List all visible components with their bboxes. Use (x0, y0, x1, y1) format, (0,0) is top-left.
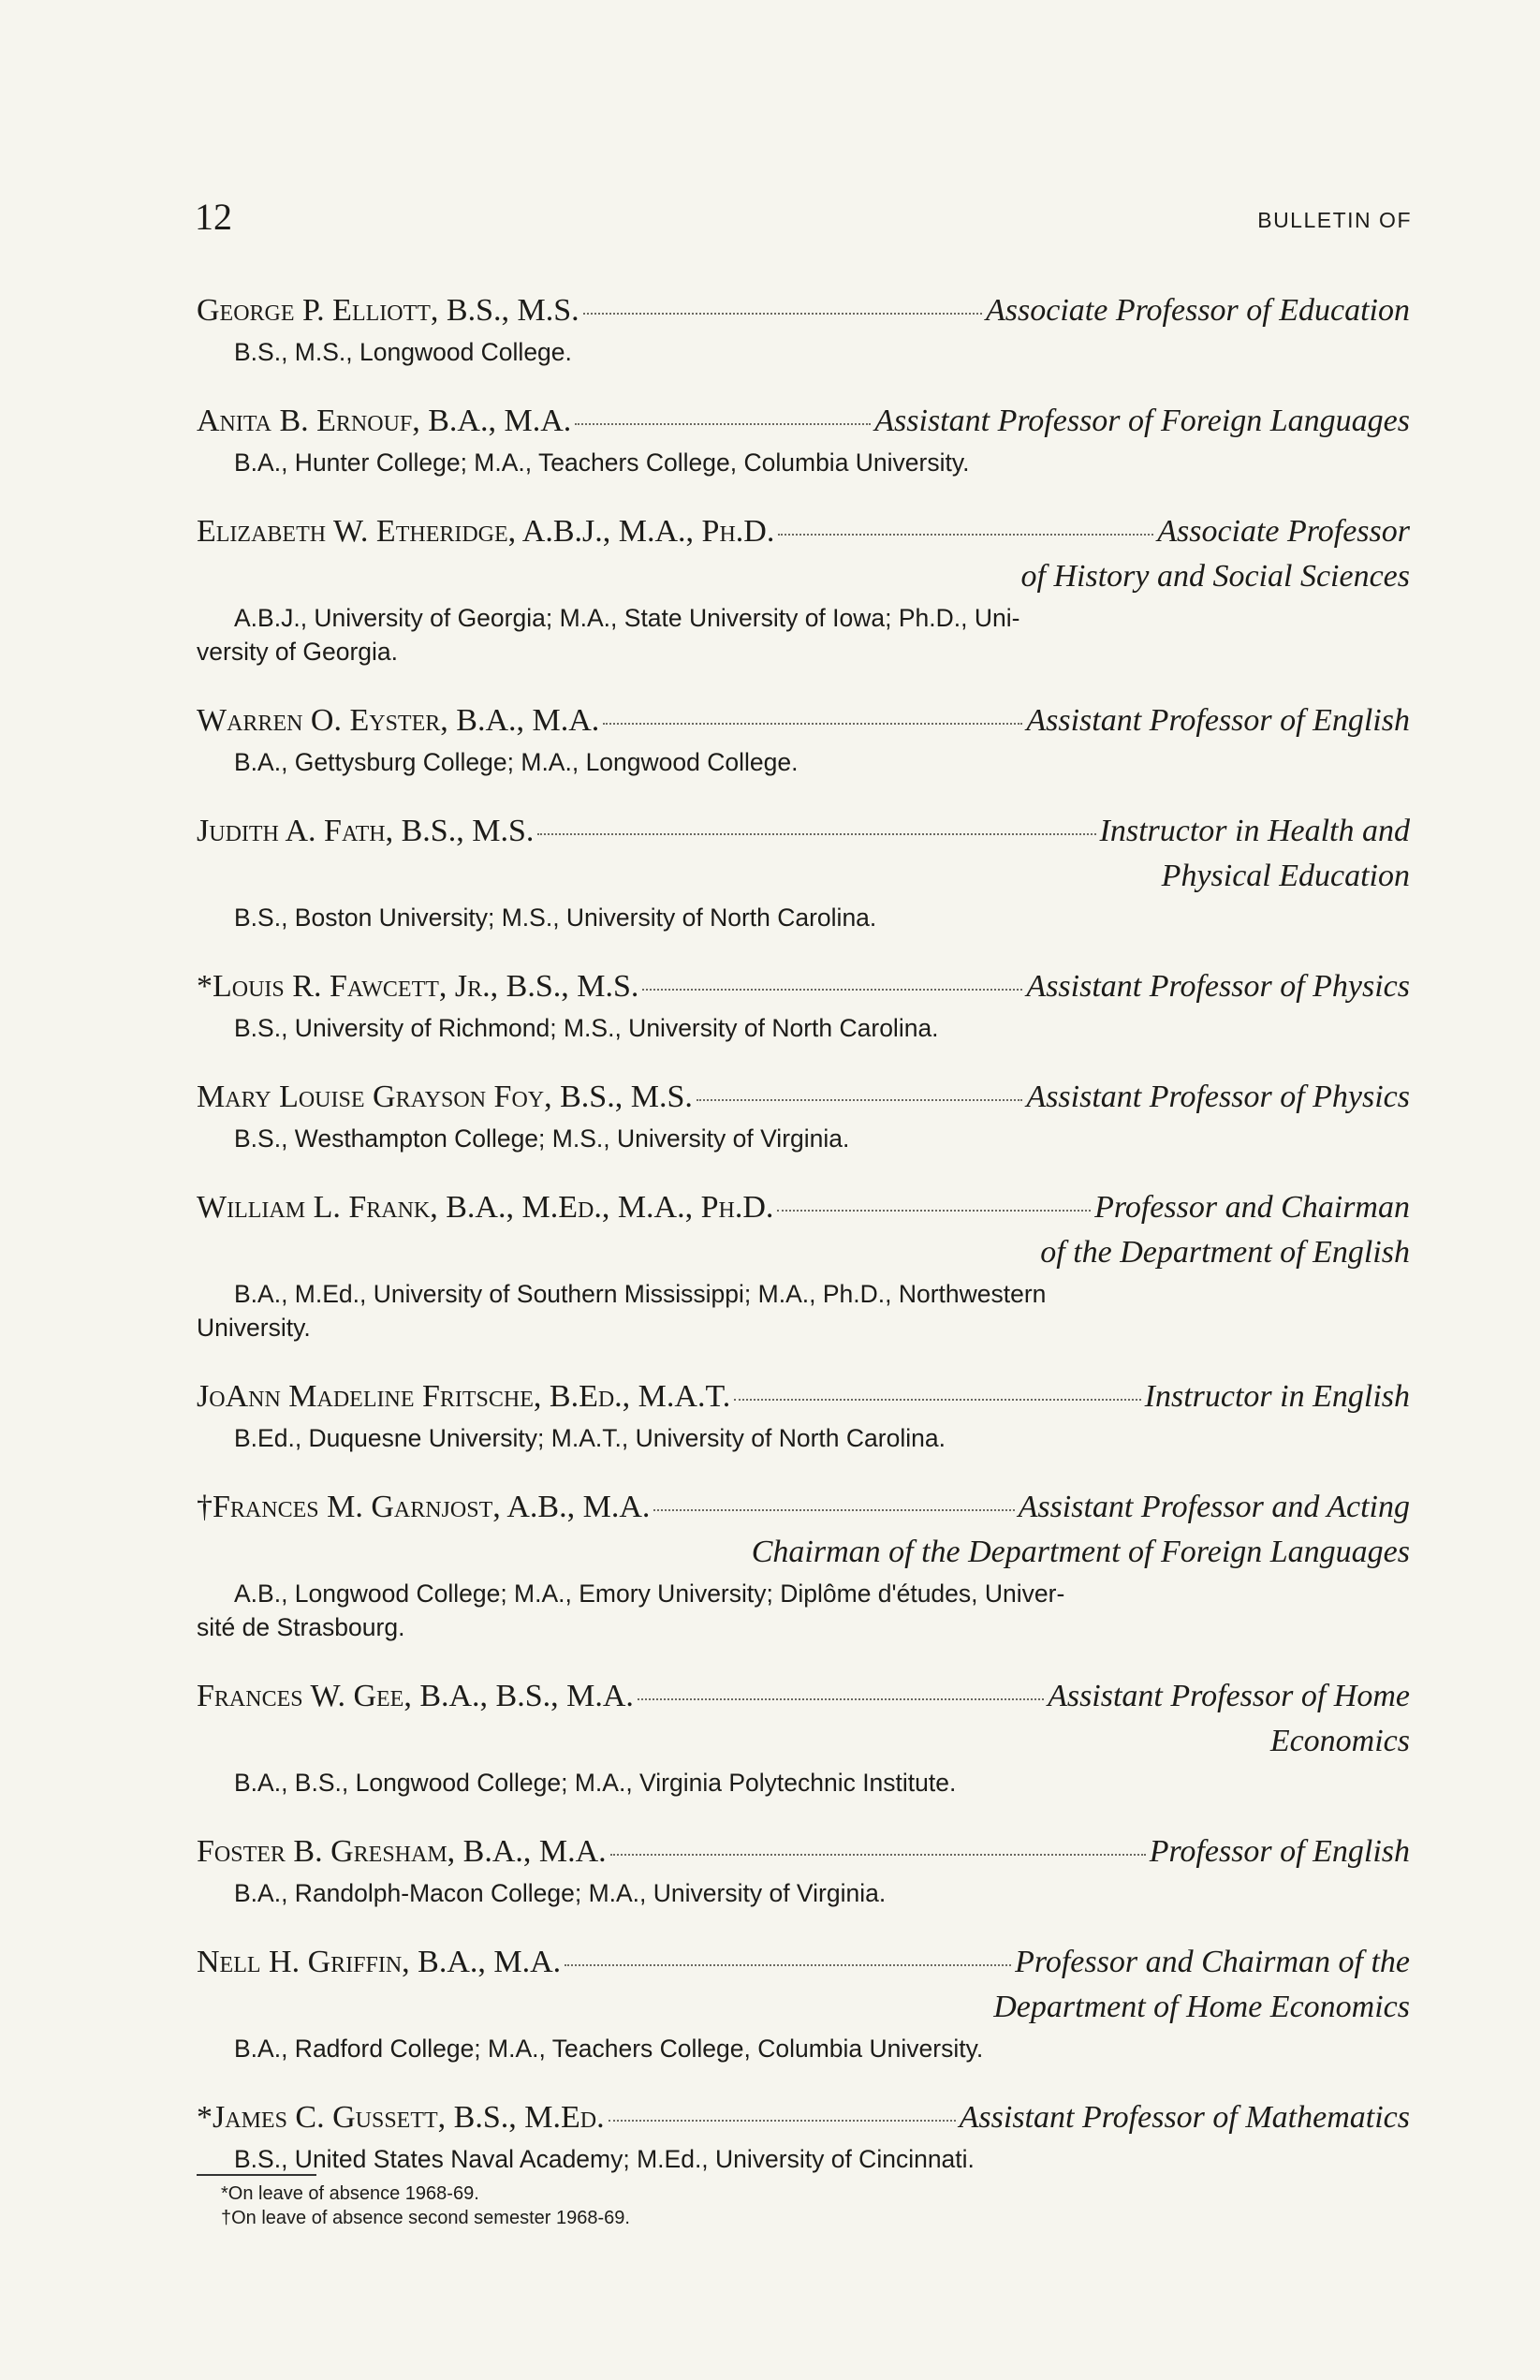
faculty-title-continued: of History and Social Sciences (1020, 559, 1410, 594)
degrees-line: B.S., Westhampton College; M.S., University of Virginia. (234, 1124, 850, 1153)
faculty-degrees (197, 601, 1410, 668)
faculty-title-continued: Chairman of the Department of Foreign Languages (751, 1535, 1410, 1569)
dot-leader (583, 313, 982, 315)
faculty-entry (197, 964, 1410, 1045)
faculty-degrees (197, 1421, 1410, 1455)
faculty-title: Assistant Professor of English (1026, 703, 1410, 738)
degrees-line: B.A., Gettysburg College; M.A., Longwood College. (234, 748, 799, 776)
faculty-entry (197, 1185, 1410, 1344)
faculty-name: Foster B. Gresham, B.A., M.A. (197, 1834, 607, 1869)
faculty-entry (197, 1485, 1410, 1644)
faculty-title: Professor of English (1149, 1834, 1410, 1869)
faculty-title-continued: Physical Education (1161, 859, 1410, 893)
degrees-line-continued: University. (197, 1314, 311, 1342)
entry-heading (197, 399, 1410, 444)
dot-leader (777, 1210, 1091, 1212)
faculty-entry (197, 1374, 1410, 1455)
entry-heading (197, 1374, 1410, 1419)
faculty-title: Instructor in Health and (1099, 814, 1410, 848)
entry-heading (197, 509, 1410, 554)
faculty-entry (197, 1940, 1410, 2065)
faculty-entry (197, 1674, 1410, 1800)
faculty-name: Warren O. Eyster, B.A., M.A. (197, 703, 600, 738)
faculty-entry (197, 1829, 1410, 1910)
entry-heading (197, 1674, 1410, 1719)
entry-heading (197, 809, 1410, 854)
faculty-degrees (197, 1876, 1410, 1910)
faculty-name: †Frances M. Garnjost, A.B., M.A. (197, 1490, 651, 1524)
faculty-name: Frances W. Gee, B.A., B.S., M.A. (197, 1679, 634, 1713)
page-number: 12 (195, 196, 232, 238)
entry-heading (197, 1485, 1410, 1530)
faculty-title: Associate Professor of Education (986, 293, 1410, 328)
entry-heading (197, 1075, 1410, 1120)
faculty-entry (197, 809, 1410, 934)
faculty-degrees (197, 2142, 1410, 2176)
degrees-line: B.S., United States Naval Academy; M.Ed., University of Cincinnati. (234, 2145, 975, 2173)
faculty-entry (197, 288, 1410, 369)
dot-leader (609, 2120, 956, 2122)
degrees-line: B.S., Boston University; M.S., University of North Carolina. (234, 904, 877, 932)
faculty-name: Mary Louise Grayson Foy, B.S., M.S. (197, 1080, 693, 1114)
faculty-degrees (197, 1122, 1410, 1155)
faculty-entry (197, 509, 1410, 668)
faculty-title-continued: of the Department of English (1040, 1235, 1410, 1270)
dot-leader (575, 423, 871, 425)
faculty-name: William L. Frank, B.A., M.Ed., M.A., Ph.D. (197, 1190, 774, 1225)
faculty-degrees (197, 1011, 1410, 1045)
faculty-degrees (197, 901, 1410, 934)
footnotes (221, 2182, 630, 2230)
entry-heading (197, 1185, 1410, 1230)
entry-heading (197, 288, 1410, 333)
running-head: BULLETIN OF (1257, 208, 1412, 232)
degrees-line-continued: versity of Georgia. (197, 638, 399, 666)
dot-leader (537, 833, 1095, 835)
faculty-name: Nell H. Griffin, B.A., M.A. (197, 1945, 562, 1979)
dot-leader (653, 1509, 1014, 1511)
faculty-degrees (197, 446, 1410, 479)
faculty-degrees (197, 1277, 1410, 1344)
dot-leader (565, 1964, 1011, 1966)
entry-heading (197, 1940, 1410, 1985)
faculty-title: Professor and Chairman of the (1015, 1945, 1410, 1979)
faculty-entry (197, 2095, 1410, 2176)
faculty-name: Anita B. Ernouf, B.A., M.A. (197, 404, 572, 438)
degrees-line: B.S., M.S., Longwood College. (234, 338, 572, 366)
degrees-line: B.A., B.S., Longwood College; M.A., Virginia Polytechnic Institute. (234, 1769, 957, 1797)
degrees-line: A.B., Longwood College; M.A., Emory University; Diplôme d'études, Univer- (234, 1579, 1065, 1608)
entry-heading (197, 964, 1410, 1009)
entry-heading (197, 2095, 1410, 2140)
faculty-name: JoAnn Madeline Fritsche, B.Ed., M.A.T. (197, 1379, 731, 1414)
dot-leader (610, 1854, 1146, 1856)
entry-heading (197, 1829, 1410, 1874)
faculty-name: *Louis R. Fawcett, Jr., B.S., M.S. (197, 969, 639, 1004)
faculty-title: Assistant Professor of Mathematics (959, 2100, 1410, 2135)
faculty-degrees (197, 2032, 1410, 2065)
faculty-title: Instructor in English (1144, 1379, 1410, 1414)
footnote-rule (197, 2174, 316, 2176)
faculty-title: Associate Professor (1157, 514, 1410, 549)
dot-leader (638, 1698, 1044, 1700)
dot-leader (697, 1099, 1023, 1101)
faculty-degrees (197, 1577, 1410, 1644)
degrees-line: B.A., M.Ed., University of Southern Mississippi; M.A., Ph.D., Northwestern (234, 1280, 1047, 1308)
faculty-title-continued: Economics (1269, 1724, 1410, 1758)
faculty-name: George P. Elliott, B.S., M.S. (197, 293, 579, 328)
faculty-title-continued: Department of Home Economics (993, 1990, 1410, 2024)
faculty-entry (197, 698, 1410, 779)
faculty-title: Professor and Chairman (1094, 1190, 1410, 1225)
degrees-line: A.B.J., University of Georgia; M.A., State University of Iowa; Ph.D., Uni- (234, 604, 1020, 632)
footnote: †On leave of absence second semester 1968-69. (221, 2208, 630, 2228)
dot-leader (778, 534, 1153, 536)
faculty-name: *James C. Gussett, B.S., M.Ed. (197, 2100, 605, 2135)
faculty-degrees (197, 1766, 1410, 1800)
faculty-title: Assistant Professor of Physics (1026, 1080, 1410, 1114)
faculty-degrees (197, 745, 1410, 779)
degrees-line: B.A., Randolph-Macon College; M.A., University of Virginia. (234, 1879, 887, 1907)
faculty-name: Elizabeth W. Etheridge, A.B.J., M.A., Ph.D. (197, 514, 775, 549)
dot-leader (642, 989, 1022, 991)
faculty-entry (197, 399, 1410, 479)
faculty-title: Assistant Professor and Acting (1018, 1490, 1410, 1524)
degrees-line: B.A., Hunter College; M.A., Teachers College, Columbia University. (234, 448, 970, 477)
degrees-line: B.S., University of Richmond; M.S., University of North Carolina. (234, 1014, 939, 1042)
faculty-title: Assistant Professor of Physics (1026, 969, 1410, 1004)
degrees-line: B.A., Radford College; M.A., Teachers College, Columbia University. (234, 2035, 984, 2063)
entry-heading (197, 698, 1410, 743)
degrees-line-continued: sité de Strasbourg. (197, 1613, 405, 1641)
faculty-entry (197, 1075, 1410, 1155)
faculty-degrees (197, 335, 1410, 369)
page-header (195, 195, 1412, 251)
footnote: *On leave of absence 1968-69. (221, 2183, 479, 2204)
faculty-title: Assistant Professor of Home (1048, 1679, 1410, 1713)
dot-leader (734, 1399, 1140, 1401)
dot-leader (603, 723, 1022, 725)
faculty-name: Judith A. Fath, B.S., M.S. (197, 814, 535, 848)
degrees-line: B.Ed., Duquesne University; M.A.T., University of North Carolina. (234, 1424, 946, 1452)
faculty-title: Assistant Professor of Foreign Languages (874, 404, 1410, 438)
faculty-list (197, 288, 1410, 2206)
